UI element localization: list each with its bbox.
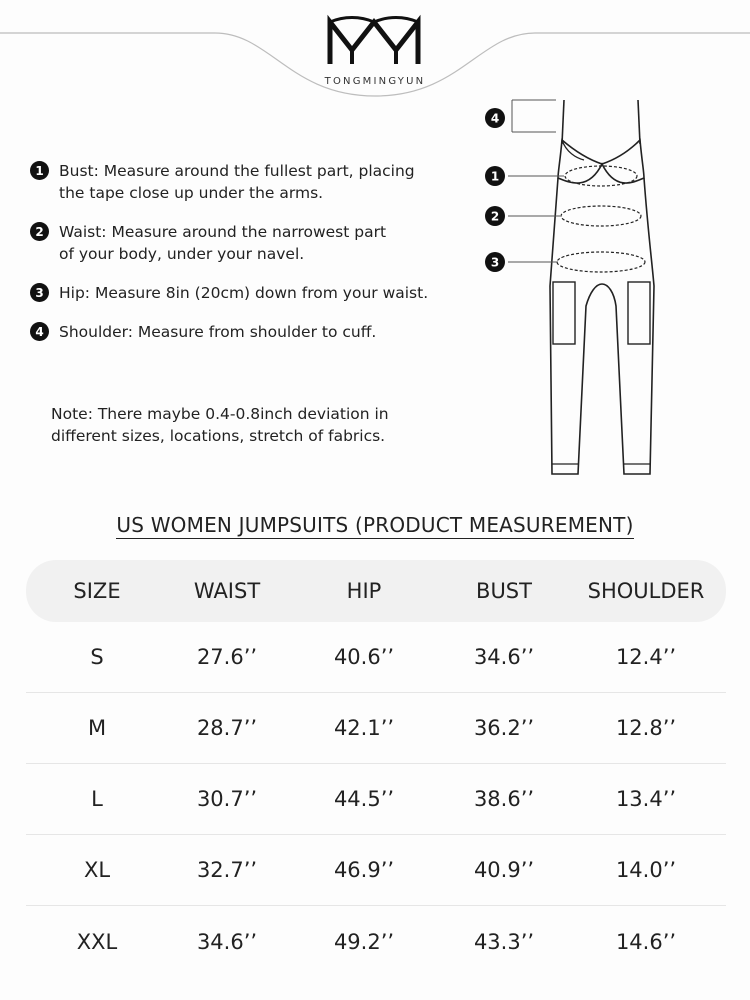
header-hip: HIP: [346, 579, 382, 603]
cell-bust: 34.6’’: [473, 645, 535, 669]
guide-text-waist: Waist: Measure around the narrowest part of your body, under your navel.: [59, 223, 387, 263]
header-shoulder: SHOULDER: [587, 579, 705, 603]
guide-item-hip: [30, 282, 470, 304]
guide-item-bust: [30, 160, 470, 204]
guide-item-waist: [30, 221, 470, 265]
guide-text-shoulder: Shoulder: Measure from shoulder to cuff.: [59, 323, 377, 341]
header-waist: WAIST: [193, 579, 261, 603]
cell-size: L: [91, 787, 103, 811]
number-badge: 1: [30, 161, 49, 180]
number-badge: 2: [30, 222, 49, 241]
table-title: [0, 513, 750, 537]
cell-hip: 42.1’’: [333, 716, 395, 740]
cell-bust: 38.6’’: [473, 787, 535, 811]
table-header-row: [26, 560, 726, 622]
cell-bust: 36.2’’: [473, 716, 535, 740]
marker-bust: [485, 166, 505, 186]
svg-text:4: 4: [490, 111, 500, 126]
cell-waist: 28.7’’: [196, 716, 258, 740]
cell-shoulder: 14.6’’: [615, 929, 677, 954]
cell-waist: 30.7’’: [196, 787, 258, 811]
marker-shoulder: [485, 108, 505, 128]
cell-bust: 43.3’’: [473, 929, 535, 954]
cell-shoulder: 13.4’’: [615, 787, 677, 811]
cell-hip: 40.6’’: [333, 645, 395, 669]
table-row: [26, 693, 726, 764]
jumpsuit-diagram: [478, 92, 678, 482]
cell-shoulder: 14.0’’: [615, 858, 677, 882]
cell-size: M: [87, 716, 107, 740]
cell-size: XL: [83, 858, 111, 882]
brand-logo: [324, 14, 424, 66]
cell-hip: 49.2’’: [333, 929, 395, 954]
table-row: [26, 622, 726, 693]
table-row: [26, 764, 726, 835]
table-row: [26, 906, 726, 977]
table-title-text: US WOMEN JUMPSUITS (PRODUCT MEASUREMENT): [116, 513, 634, 537]
cell-size: S: [90, 645, 104, 669]
cell-waist: 32.7’’: [196, 858, 258, 882]
marker-waist: [485, 206, 505, 226]
number-badge: 3: [30, 283, 49, 302]
header-size: SIZE: [73, 579, 121, 603]
deviation-note: Note: There maybe 0.4-0.8inch deviation in different sizes, locations, stretch of fabrics.: [51, 405, 389, 445]
cell-waist: 34.6’’: [196, 929, 258, 954]
header-bust: BUST: [476, 579, 532, 603]
cell-waist: 27.6’’: [196, 645, 258, 669]
cell-hip: 44.5’’: [333, 787, 395, 811]
cell-shoulder: 12.8’’: [615, 716, 677, 740]
brand-name: TONGMINGYUN: [324, 76, 426, 87]
cell-shoulder: 12.4’’: [615, 645, 677, 669]
svg-text:3: 3: [490, 255, 500, 270]
size-table: [26, 560, 726, 977]
guide-item-shoulder: [30, 321, 470, 343]
cell-hip: 46.9’’: [333, 858, 395, 882]
table-row: [26, 835, 726, 906]
cell-bust: 40.9’’: [473, 858, 535, 882]
number-badge: 4: [30, 322, 49, 341]
marker-hip: [485, 252, 505, 272]
guide-text-bust: Bust: Measure around the fullest part, placing the tape close up under the arms.: [59, 162, 415, 202]
measurement-guide: [30, 160, 470, 360]
svg-text:2: 2: [490, 209, 500, 224]
cell-size: XXL: [76, 929, 118, 954]
guide-text-hip: Hip: Measure 8in (20cm) down from your waist.: [59, 284, 429, 302]
svg-text:1: 1: [490, 169, 500, 184]
